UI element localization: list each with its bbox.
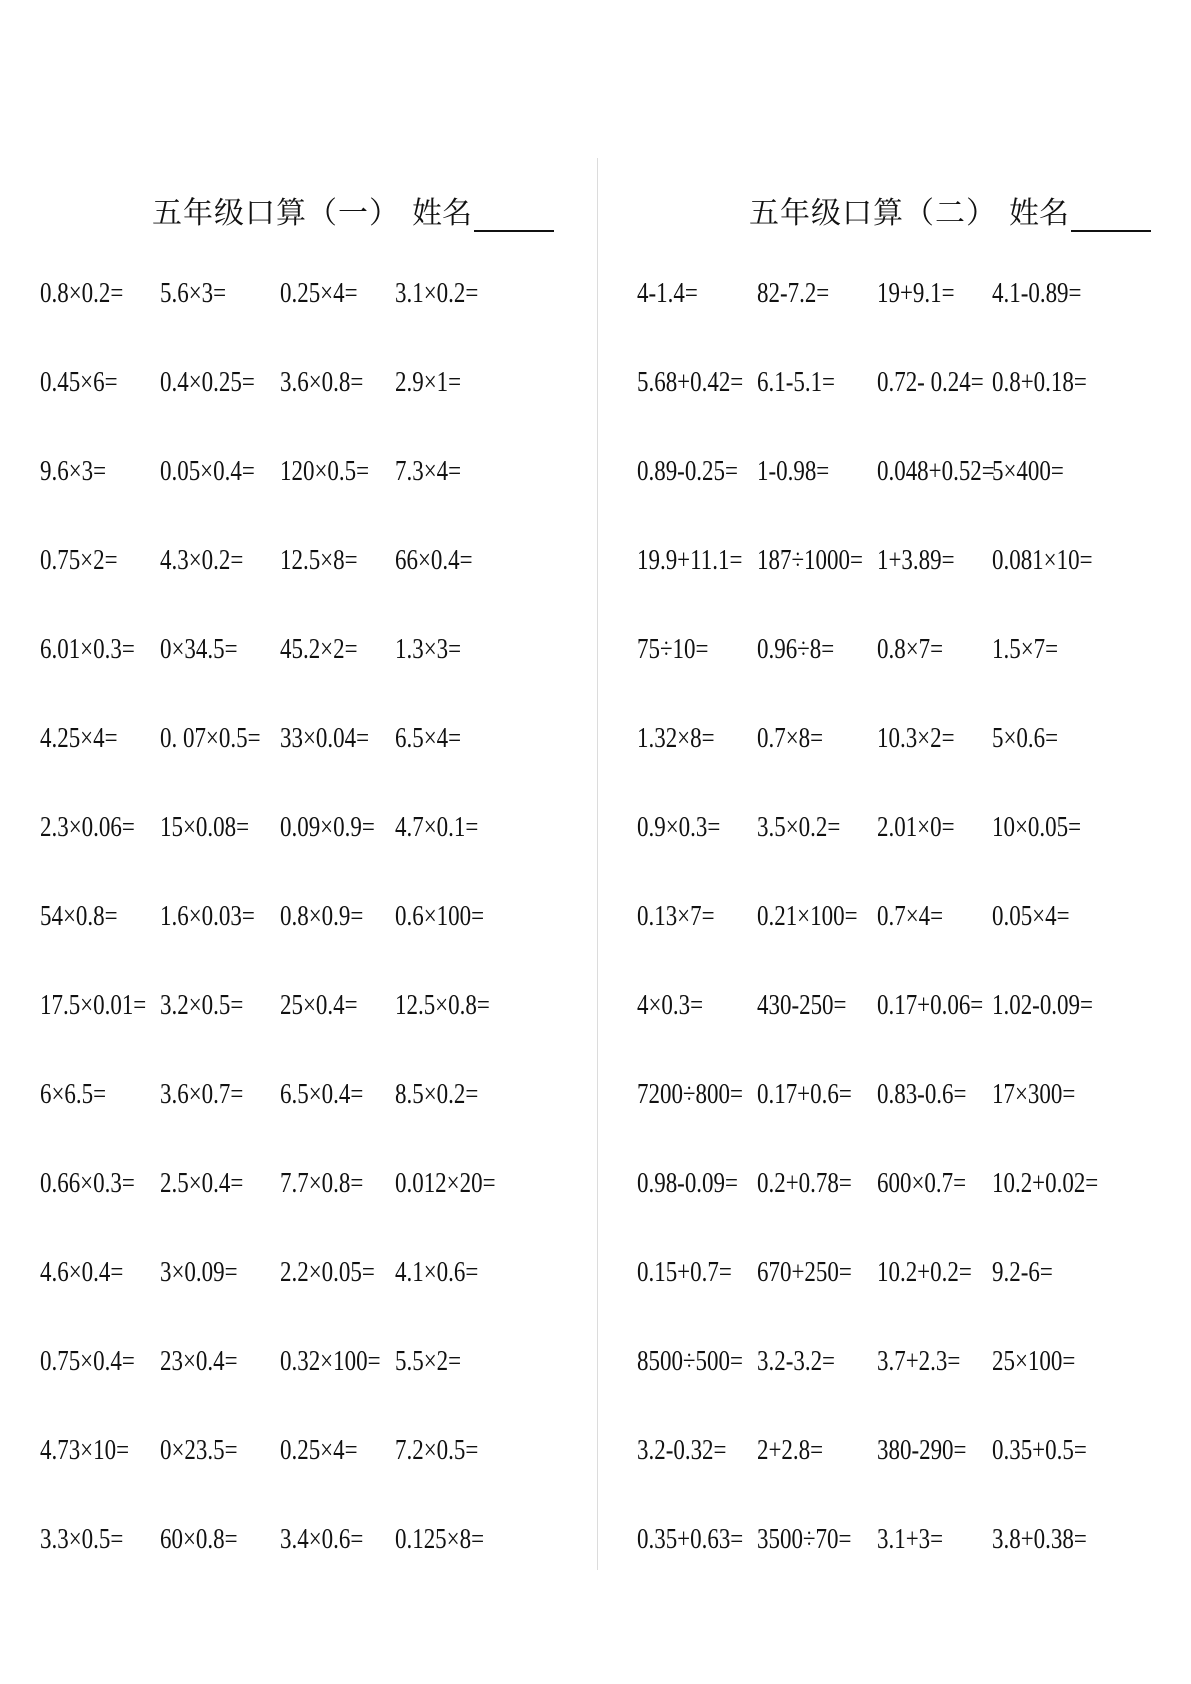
problem-item: 10×0.05= xyxy=(992,812,1082,843)
problem-item: 120×0.5= xyxy=(280,456,370,487)
problem-row xyxy=(637,1249,1182,1338)
problem-item: 10.3×2= xyxy=(877,723,955,754)
problem-item: 10.2+0.02= xyxy=(992,1168,1099,1199)
problem-item: 19+9.1= xyxy=(877,278,955,309)
problem-item: 1.5×7= xyxy=(992,634,1059,665)
problem-item: 75÷10= xyxy=(637,634,709,665)
problem-row xyxy=(637,1516,1182,1605)
name-label: 姓名 xyxy=(1009,197,1069,230)
problem-item: 1.6×0.03= xyxy=(160,901,255,932)
worksheet-title: 五年级口算（一） xyxy=(152,197,400,230)
problem-item: 0.89-0.25= xyxy=(637,456,738,487)
problem-item: 9.6×3= xyxy=(40,456,107,487)
problem-item: 3.1×0.2= xyxy=(395,278,479,309)
problem-item: 0.25×4= xyxy=(280,278,358,309)
problem-row xyxy=(40,1249,585,1338)
problem-item: 0.09×0.9= xyxy=(280,812,375,843)
problem-item: 3.7+2.3= xyxy=(877,1346,961,1377)
problem-item: 0.8×7= xyxy=(877,634,944,665)
problem-row xyxy=(637,1071,1182,1160)
problem-item: 4×0.3= xyxy=(637,990,704,1021)
problem-item: 0.17+0.6= xyxy=(757,1079,852,1110)
problem-item: 17×300= xyxy=(992,1079,1076,1110)
problem-item: 10.2+0.2= xyxy=(877,1257,972,1288)
problem-row xyxy=(637,359,1182,448)
name-label: 姓名 xyxy=(412,197,472,230)
problem-item: 0.45×6= xyxy=(40,367,118,398)
problem-item: 0.75×2= xyxy=(40,545,118,576)
worksheet-title: 五年级口算（二） xyxy=(749,197,997,230)
problem-item: 3.1+3= xyxy=(877,1524,944,1555)
problem-item: 6.5×4= xyxy=(395,723,462,754)
problem-item: 0.15+0.7= xyxy=(637,1257,732,1288)
problem-item: 1+3.89= xyxy=(877,545,955,576)
problem-item: 8500÷500= xyxy=(637,1346,743,1377)
problem-item: 0.05×4= xyxy=(992,901,1070,932)
problem-item: 4.3×0.2= xyxy=(160,545,244,576)
problem-row xyxy=(40,626,585,715)
problem-item: 4.6×0.4= xyxy=(40,1257,124,1288)
problem-item: 0.7×4= xyxy=(877,901,944,932)
problem-item: 0.05×0.4= xyxy=(160,456,255,487)
problem-row xyxy=(637,893,1182,982)
problem-item: 7.3×4= xyxy=(395,456,462,487)
problem-item: 1.32×8= xyxy=(637,723,715,754)
problem-item: 2+2.8= xyxy=(757,1435,824,1466)
problem-item: 0.012×20= xyxy=(395,1168,496,1199)
problem-item: 0.081×10= xyxy=(992,545,1093,576)
problem-item: 0.8×0.9= xyxy=(280,901,364,932)
problem-item: 0.72- 0.24= xyxy=(877,367,984,398)
problem-item: 0.048+0.52= xyxy=(877,456,995,487)
problem-item: 3.6×0.7= xyxy=(160,1079,244,1110)
problem-item: 4.1-0.89= xyxy=(992,278,1082,309)
problem-item: 0.25×4= xyxy=(280,1435,358,1466)
problem-item: 4.73×10= xyxy=(40,1435,130,1466)
problem-grid xyxy=(40,270,585,1605)
problem-item: 3.4×0.6= xyxy=(280,1524,364,1555)
name-blank-line xyxy=(1071,200,1151,232)
problem-row xyxy=(40,270,585,359)
problem-item: 60×0.8= xyxy=(160,1524,238,1555)
problem-item: 19.9+11.1= xyxy=(637,545,743,576)
problem-item: 600×0.7= xyxy=(877,1168,967,1199)
problem-item: 2.5×0.4= xyxy=(160,1168,244,1199)
problem-row xyxy=(40,982,585,1071)
problem-item: 6×6.5= xyxy=(40,1079,107,1110)
problem-item: 0.8×0.2= xyxy=(40,278,124,309)
problem-row xyxy=(40,1427,585,1516)
problem-item: 9.2-6= xyxy=(992,1257,1053,1288)
problem-row xyxy=(637,270,1182,359)
problem-item: 0.125×8= xyxy=(395,1524,485,1555)
problem-item: 3.8+0.38= xyxy=(992,1524,1087,1555)
problem-item: 54×0.8= xyxy=(40,901,118,932)
problem-item: 0.21×100= xyxy=(757,901,858,932)
problem-row xyxy=(637,1160,1182,1249)
problem-item: 4.1×0.6= xyxy=(395,1257,479,1288)
problem-item: 0.8+0.18= xyxy=(992,367,1087,398)
problem-item: 0.2+0.78= xyxy=(757,1168,852,1199)
problem-item: 5.5×2= xyxy=(395,1346,462,1377)
name-field xyxy=(412,188,554,232)
problem-item: 0.32×100= xyxy=(280,1346,381,1377)
problem-item: 33×0.04= xyxy=(280,723,370,754)
problem-item: 187÷1000= xyxy=(757,545,863,576)
problem-item: 0.96÷8= xyxy=(757,634,835,665)
worksheet-header xyxy=(0,188,595,228)
problem-item: 2.01×0= xyxy=(877,812,955,843)
problem-item: 0.9×0.3= xyxy=(637,812,721,843)
problem-row xyxy=(40,1516,585,1605)
problem-row xyxy=(637,448,1182,537)
problem-row xyxy=(637,626,1182,715)
problem-row xyxy=(40,537,585,626)
problem-row xyxy=(637,982,1182,1071)
problem-item: 0.4×0.25= xyxy=(160,367,255,398)
problem-row xyxy=(40,893,585,982)
problem-item: 6.01×0.3= xyxy=(40,634,135,665)
problem-item: 4.25×4= xyxy=(40,723,118,754)
problem-item: 4.7×0.1= xyxy=(395,812,479,843)
problem-item: 0.35+0.63= xyxy=(637,1524,744,1555)
name-field xyxy=(1009,188,1151,232)
problem-item: 0.98-0.09= xyxy=(637,1168,738,1199)
problem-row xyxy=(637,537,1182,626)
problem-item: 430-250= xyxy=(757,990,847,1021)
worksheet-right xyxy=(597,0,1191,1684)
problem-item: 0.35+0.5= xyxy=(992,1435,1087,1466)
problem-item: 4-1.4= xyxy=(637,278,698,309)
problem-item: 12.5×8= xyxy=(280,545,358,576)
problem-item: 0.13×7= xyxy=(637,901,715,932)
problem-item: 3500÷70= xyxy=(757,1524,852,1555)
problem-item: 66×0.4= xyxy=(395,545,473,576)
problem-item: 23×0.4= xyxy=(160,1346,238,1377)
problem-row xyxy=(40,1160,585,1249)
problem-grid xyxy=(637,270,1182,1605)
problem-item: 670+250= xyxy=(757,1257,852,1288)
problem-item: 2.2×0.05= xyxy=(280,1257,375,1288)
problem-item: 3.2-0.32= xyxy=(637,1435,727,1466)
problem-row xyxy=(40,1071,585,1160)
worksheet-header xyxy=(597,188,1191,228)
problem-row xyxy=(40,1338,585,1427)
problem-item: 0.75×0.4= xyxy=(40,1346,135,1377)
problem-item: 1.3×3= xyxy=(395,634,462,665)
problem-item: 0.17+0.06= xyxy=(877,990,984,1021)
problem-item: 3.3×0.5= xyxy=(40,1524,124,1555)
problem-row xyxy=(40,715,585,804)
problem-item: 3.6×0.8= xyxy=(280,367,364,398)
problem-item: 17.5×0.01= xyxy=(40,990,147,1021)
problem-item: 0. 07×0.5= xyxy=(160,723,261,754)
problem-row xyxy=(637,715,1182,804)
problem-row xyxy=(637,1427,1182,1516)
problem-item: 2.3×0.06= xyxy=(40,812,135,843)
problem-item: 380-290= xyxy=(877,1435,967,1466)
problem-item: 2.9×1= xyxy=(395,367,462,398)
problem-item: 5.6×3= xyxy=(160,278,227,309)
problem-item: 0×23.5= xyxy=(160,1435,238,1466)
problem-item: 7200÷800= xyxy=(637,1079,743,1110)
problem-item: 3.2-3.2= xyxy=(757,1346,836,1377)
problem-item: 7.7×0.8= xyxy=(280,1168,364,1199)
problem-item: 15×0.08= xyxy=(160,812,250,843)
problem-item: 12.5×0.8= xyxy=(395,990,490,1021)
problem-item: 82-7.2= xyxy=(757,278,830,309)
problem-item: 5.68+0.42= xyxy=(637,367,744,398)
problem-row xyxy=(40,448,585,537)
problem-item: 0×34.5= xyxy=(160,634,238,665)
problem-item: 45.2×2= xyxy=(280,634,358,665)
worksheet-left xyxy=(0,0,595,1684)
problem-row xyxy=(40,359,585,448)
problem-item: 3.2×0.5= xyxy=(160,990,244,1021)
problem-item: 5×0.6= xyxy=(992,723,1059,754)
problem-item: 1.02-0.09= xyxy=(992,990,1093,1021)
problem-item: 3×0.09= xyxy=(160,1257,238,1288)
problem-item: 0.7×8= xyxy=(757,723,824,754)
problem-item: 0.83-0.6= xyxy=(877,1079,967,1110)
problem-item: 5×400= xyxy=(992,456,1064,487)
problem-item: 25×0.4= xyxy=(280,990,358,1021)
problem-item: 6.1-5.1= xyxy=(757,367,836,398)
problem-item: 0.66×0.3= xyxy=(40,1168,135,1199)
problem-row xyxy=(637,1338,1182,1427)
problem-item: 3.5×0.2= xyxy=(757,812,841,843)
problem-item: 0.6×100= xyxy=(395,901,485,932)
problem-item: 1-0.98= xyxy=(757,456,830,487)
problem-item: 25×100= xyxy=(992,1346,1076,1377)
problem-item: 7.2×0.5= xyxy=(395,1435,479,1466)
problem-item: 6.5×0.4= xyxy=(280,1079,364,1110)
name-blank-line xyxy=(474,200,554,232)
problem-item: 8.5×0.2= xyxy=(395,1079,479,1110)
problem-row xyxy=(637,804,1182,893)
problem-row xyxy=(40,804,585,893)
